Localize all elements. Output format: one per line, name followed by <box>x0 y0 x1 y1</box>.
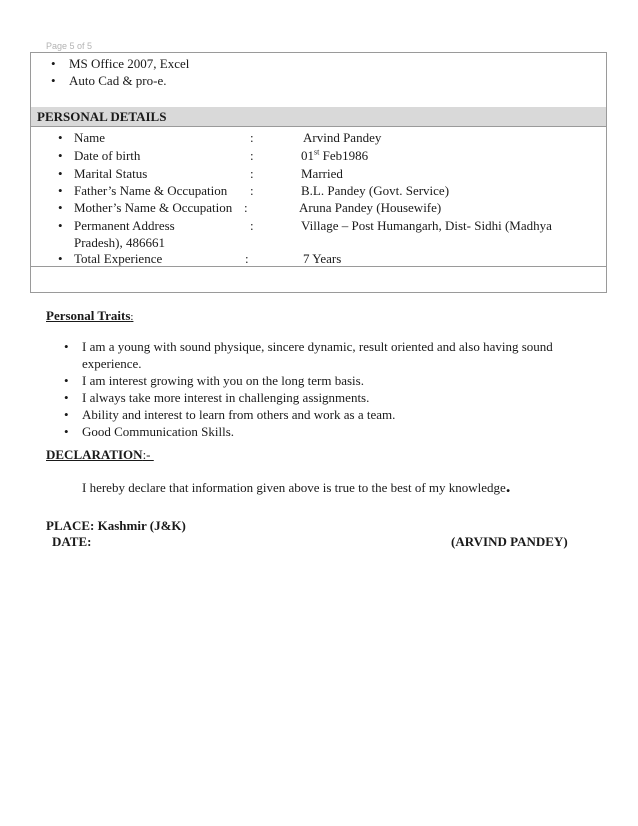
page-number-label: Page 5 of 5 <box>46 41 93 51</box>
detail-row-experience: • Total Experience : 7 Years <box>58 251 342 266</box>
trait-item: • Ability and interest to learn from others and work as a team. <box>64 406 594 423</box>
trait-item: • I am interest growing with you on the long term basis. <box>64 372 594 389</box>
trait-item: • I am a young with sound physique, sincere dynamic, result oriented and also having sound experience. <box>64 338 594 372</box>
personal-details-list <box>31 128 606 267</box>
place-line: PLACE: Kashmir (J&K) <box>46 518 186 533</box>
dob-value: 01st Feb1986 <box>301 147 369 163</box>
declaration-heading: DECLARATION:- <box>46 447 151 462</box>
personal-details-heading: PERSONAL DETAILS <box>31 107 606 127</box>
details-table <box>30 52 607 293</box>
date-line: DATE: <box>52 534 92 549</box>
empty-table-row <box>31 266 606 293</box>
personal-traits-list <box>64 338 594 440</box>
detail-row-dob: • Date of birth : 01st Feb1986 <box>58 147 369 163</box>
skills-section: MS Office 2007, Excel Auto Cad & pro-e. <box>31 53 606 108</box>
signature-name: (ARVIND PANDEY) <box>451 534 568 549</box>
detail-row-name: • Name : Arvind Pandey <box>58 130 382 145</box>
trait-item: • I always take more interest in challenging assignments. <box>64 389 594 406</box>
detail-row-marital-status: • Marital Status : Married <box>58 166 343 181</box>
detail-row-father: • Father’s Name & Occupation : B.L. Pandey (Govt. Service) <box>58 183 450 198</box>
detail-row-mother: • Mother’s Name & Occupation : Aruna Pandey (Housewife) <box>58 200 442 215</box>
declaration-text: I hereby declare that information given above is true to the best of my knowledge. <box>82 476 511 496</box>
trait-item: • Good Communication Skills. <box>64 423 594 440</box>
detail-row-address: • Permanent Address : Village – Post Humangarh, Dist- Sidhi (Madhya Pradesh), 486661 <box>58 218 552 250</box>
personal-traits-heading: Personal Traits: <box>46 308 134 323</box>
